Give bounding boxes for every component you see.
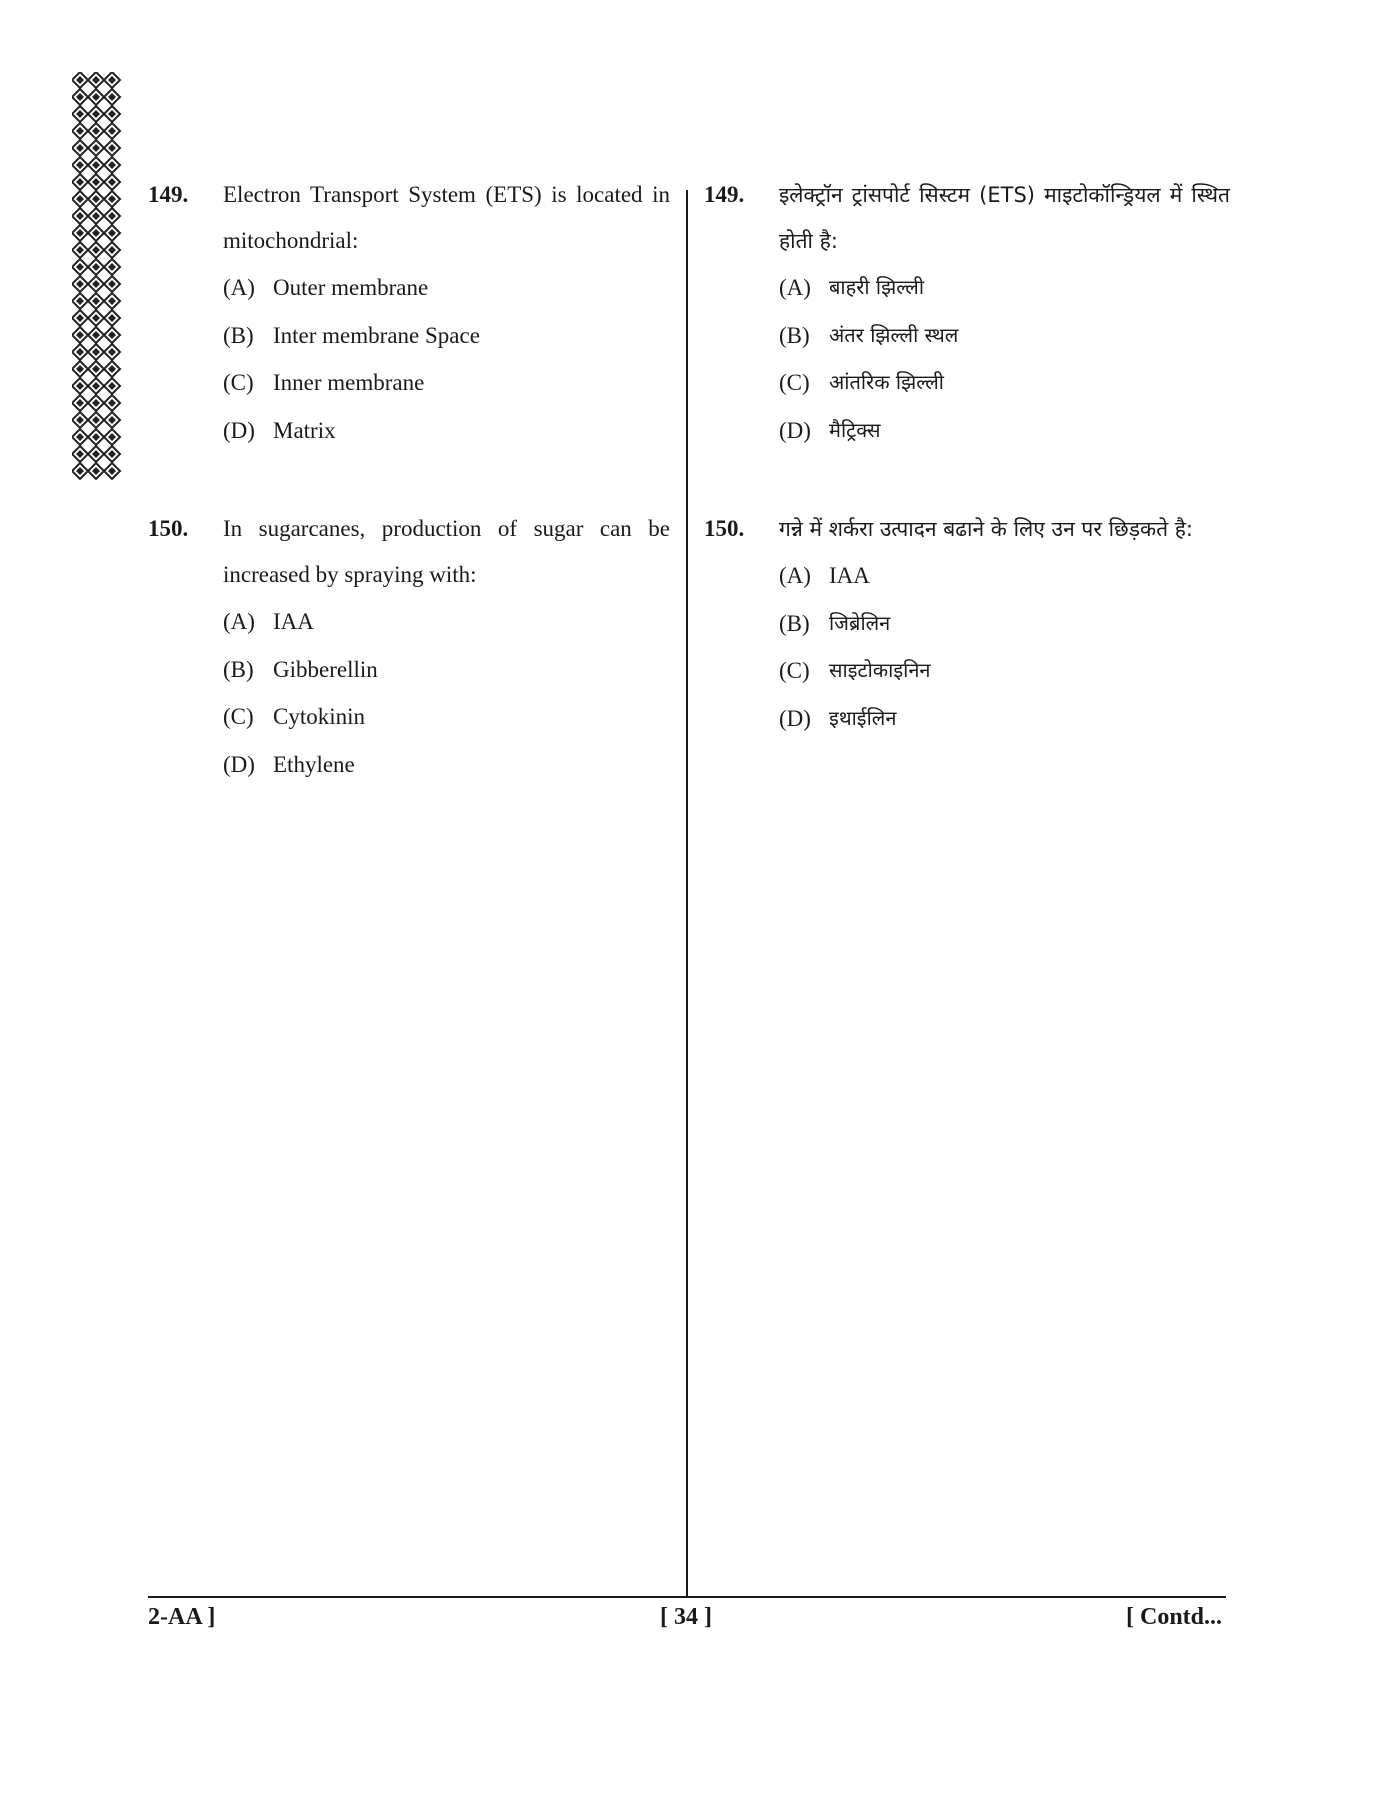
question-150-en xyxy=(148,512,670,788)
question-150-hi xyxy=(704,512,1230,742)
question-text: गन्ने में शर्करा उत्पादन बढाने के लिए उन पर छिड़कते है: xyxy=(779,517,1193,541)
border-diamond xyxy=(88,276,104,292)
question-text: इलेक्ट्रॉन ट्रांसपोर्ट सिस्टम (ETS) माइटोकॉन्ड्रियल में स्थित होती है: xyxy=(779,183,1230,253)
border-diamond xyxy=(72,89,88,105)
option-letter: (D) xyxy=(779,417,811,443)
option-letter: (A) xyxy=(223,609,255,634)
border-diamond xyxy=(104,157,120,173)
border-diamond xyxy=(72,259,88,275)
options-list xyxy=(779,552,1230,742)
border-diamond xyxy=(72,157,88,173)
border-diamond xyxy=(72,412,88,428)
border-diamond xyxy=(88,429,104,445)
border-diamond xyxy=(104,378,120,394)
border-diamond xyxy=(88,157,104,173)
option-text: बाहरी झिल्ली xyxy=(829,275,924,299)
option-text: जिब्रेलिन xyxy=(829,610,891,635)
option-text: Inner membrane xyxy=(273,370,425,395)
option-text: इथाईलिन xyxy=(829,705,897,730)
option-letter: (C) xyxy=(223,370,254,395)
option-c xyxy=(779,647,1230,695)
border-diamond xyxy=(88,89,104,105)
border-diamond xyxy=(72,208,88,224)
option-letter: (A) xyxy=(779,563,811,588)
option-text: अंतर झिल्ली स्थल xyxy=(829,322,959,347)
border-diamond xyxy=(88,123,104,139)
border-diamond xyxy=(104,89,120,105)
option-letter: (A) xyxy=(223,275,255,300)
border-diamond xyxy=(104,395,120,411)
border-diamond xyxy=(88,395,104,411)
option-b xyxy=(779,312,1230,360)
border-diamond xyxy=(104,123,120,139)
border-diamond xyxy=(88,310,104,326)
border-diamond xyxy=(72,327,88,343)
question-149-hi xyxy=(704,178,1230,454)
border-diamond xyxy=(72,276,88,292)
border-diamond xyxy=(72,429,88,445)
question-number: 149. xyxy=(148,182,189,207)
option-d xyxy=(223,741,670,789)
border-diamond xyxy=(72,123,88,139)
border-diamond xyxy=(72,106,88,122)
option-text: मैट्रिक्स xyxy=(829,417,881,442)
border-diamond xyxy=(88,208,104,224)
options-list xyxy=(779,264,1230,454)
option-text: Ethylene xyxy=(273,751,355,777)
border-diamond xyxy=(88,174,104,190)
border-diamond xyxy=(72,140,88,156)
border-diamond xyxy=(104,293,120,309)
border-diamond xyxy=(72,446,88,462)
border-diamond xyxy=(88,225,104,241)
border-diamond xyxy=(104,259,120,275)
border-diamond xyxy=(72,378,88,394)
border-diamond xyxy=(104,344,120,360)
border-diamond xyxy=(88,378,104,394)
border-diamond xyxy=(72,463,88,479)
option-a xyxy=(779,264,1230,312)
border-diamond xyxy=(104,361,120,377)
column-divider xyxy=(686,190,688,1597)
question-number: 150. xyxy=(704,516,745,541)
option-letter: (C) xyxy=(779,658,810,683)
border-diamond xyxy=(104,208,120,224)
option-letter: (B) xyxy=(223,322,254,348)
border-diamond xyxy=(72,174,88,190)
option-a xyxy=(223,598,670,646)
border-diamond xyxy=(88,242,104,258)
border-diamond xyxy=(104,429,120,445)
hindi-column xyxy=(704,178,1230,742)
option-text: Outer membrane xyxy=(273,275,429,300)
question-text: Electron Transport System (ETS) is located in mitochondrial: xyxy=(223,182,670,253)
option-b xyxy=(223,646,670,694)
border-diamond xyxy=(104,225,120,241)
question-text: In sugarcanes, production of sugar can be increased by spraying with: xyxy=(223,516,670,587)
border-diamond xyxy=(88,259,104,275)
continued-label: [ Contd... xyxy=(1126,1604,1223,1630)
border-diamond xyxy=(104,140,120,156)
border-diamond xyxy=(104,412,120,428)
option-b xyxy=(223,312,670,360)
border-diamond xyxy=(88,293,104,309)
option-letter: (D) xyxy=(223,417,255,443)
border-diamond xyxy=(88,412,104,428)
border-diamond xyxy=(104,463,120,479)
page-number: [ 34 ] xyxy=(660,1604,712,1630)
border-diamond xyxy=(88,106,104,122)
border-diamond xyxy=(104,310,120,326)
border-diamond xyxy=(72,344,88,360)
option-text: IAA xyxy=(273,609,314,634)
border-diamond xyxy=(88,327,104,343)
booklet-code: 2-AA ] xyxy=(148,1604,216,1630)
border-diamond xyxy=(88,463,104,479)
option-letter: (C) xyxy=(779,370,810,395)
border-diamond xyxy=(104,276,120,292)
option-a xyxy=(779,552,1230,600)
option-a xyxy=(223,264,670,312)
border-diamond xyxy=(72,361,88,377)
option-letter: (B) xyxy=(223,656,254,682)
option-letter: (B) xyxy=(779,610,810,636)
border-diamond xyxy=(72,242,88,258)
border-diamond xyxy=(72,293,88,309)
option-c xyxy=(779,359,1230,407)
option-d xyxy=(223,407,670,455)
border-diamond xyxy=(88,72,104,88)
border-diamond xyxy=(104,327,120,343)
option-letter: (C) xyxy=(223,704,254,729)
option-b xyxy=(779,600,1230,648)
option-text: Gibberellin xyxy=(273,656,378,682)
option-text: IAA xyxy=(829,563,870,588)
border-diamond xyxy=(88,361,104,377)
option-text: आंतरिक झिल्ली xyxy=(829,370,944,394)
border-diamond xyxy=(88,344,104,360)
footer-rule xyxy=(148,1596,1226,1598)
decorative-border-pattern xyxy=(72,72,122,482)
border-diamond xyxy=(88,140,104,156)
option-text: Matrix xyxy=(273,417,336,443)
options-list xyxy=(223,264,670,454)
border-diamond xyxy=(88,191,104,207)
option-d xyxy=(779,695,1230,743)
border-diamond xyxy=(72,72,88,88)
border-diamond xyxy=(72,395,88,411)
options-list xyxy=(223,598,670,788)
border-diamond xyxy=(104,191,120,207)
option-letter: (D) xyxy=(223,751,255,777)
english-column xyxy=(148,178,670,788)
option-letter: (B) xyxy=(779,322,810,348)
border-diamond xyxy=(104,242,120,258)
option-letter: (A) xyxy=(779,275,811,300)
border-diamond xyxy=(72,191,88,207)
option-text: Inter membrane Space xyxy=(273,322,480,348)
option-text: साइटोकाइनिन xyxy=(829,658,931,682)
border-diamond xyxy=(72,225,88,241)
option-c xyxy=(223,359,670,407)
border-diamond xyxy=(104,174,120,190)
border-diamond xyxy=(104,106,120,122)
question-number: 150. xyxy=(148,516,189,541)
border-diamond xyxy=(104,72,120,88)
border-diamond xyxy=(72,310,88,326)
option-c xyxy=(223,693,670,741)
question-number: 149. xyxy=(704,182,745,207)
question-149-en xyxy=(148,178,670,454)
option-d xyxy=(779,407,1230,455)
option-letter: (D) xyxy=(779,705,811,731)
border-diamond xyxy=(88,446,104,462)
border-diamond xyxy=(104,446,120,462)
option-text: Cytokinin xyxy=(273,704,366,729)
